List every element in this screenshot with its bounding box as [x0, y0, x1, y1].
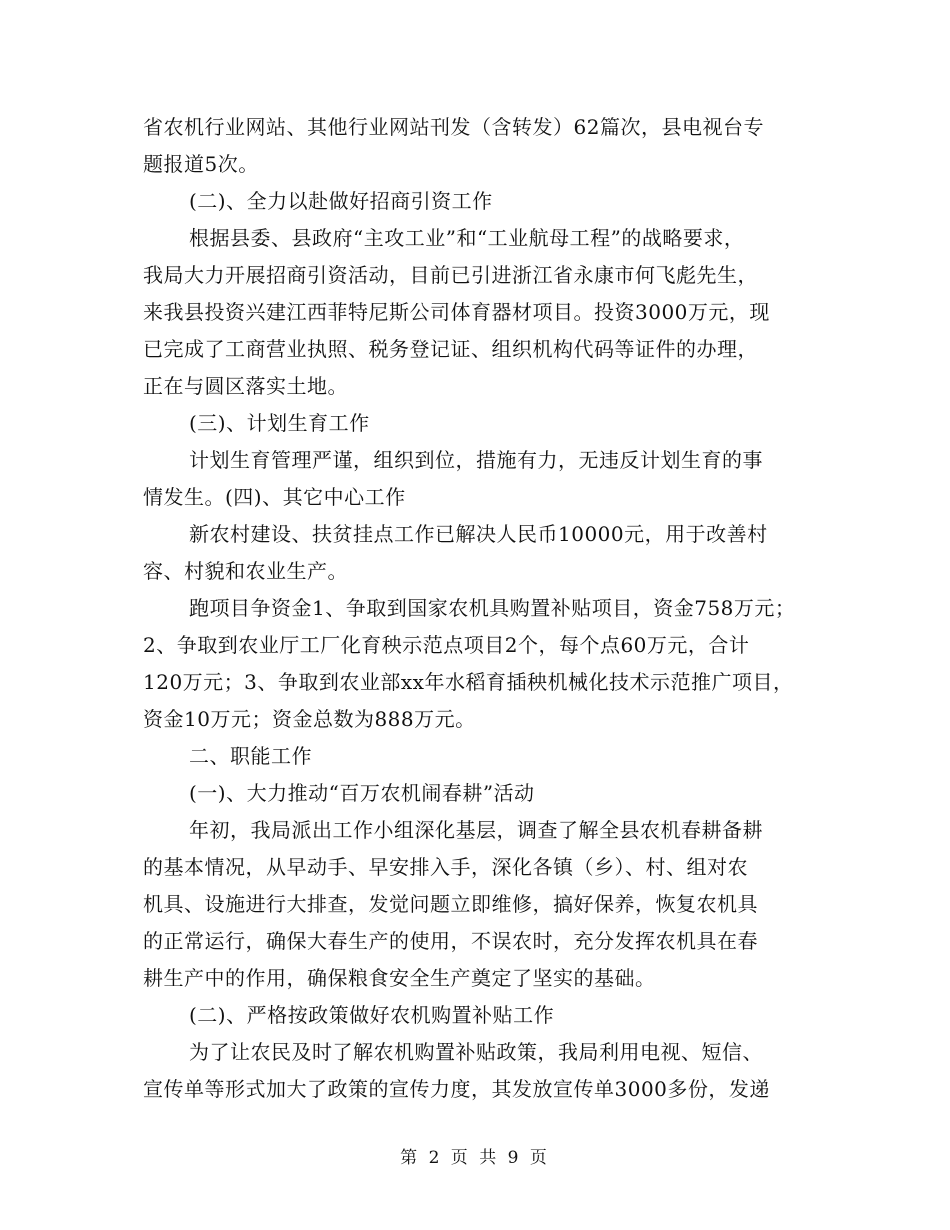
- text-line: 资金10万元；资金总数为888万元。: [143, 707, 476, 731]
- text-line: 情发生。(四)、其它中心工作: [143, 485, 406, 509]
- text-line: 已完成了工商营业执照、税务登记证、组织机构代码等证件的办理，: [143, 337, 758, 361]
- section-heading: (三)、计划生育工作: [189, 411, 370, 435]
- text-line: 的基本情况，从早动手、早安排入手，深化各镇（乡）、村、组对农: [143, 855, 748, 879]
- text-line: 计划生育管理严谨，组织到位，措施有力，无违反计划生育的事: [189, 448, 763, 472]
- section-heading: 二、职能工作: [189, 744, 312, 768]
- section-heading: (二)、严格按政策做好农机购置补贴工作: [189, 1003, 555, 1027]
- page-number: 第 2 页 共 9 页: [400, 1148, 550, 1168]
- text-line: 来我县投资兴建江西菲特尼斯公司体育器材项目。投资3000万元，现: [143, 300, 770, 324]
- text-line: 年初，我局派出工作小组深化基层，调查了解全县农机春耕备耕: [189, 818, 763, 842]
- text-line: 跑项目争资金1、争取到国家农机具购置补贴项目，资金758万元；: [189, 596, 796, 620]
- text-line: 耕生产中的作用，确保粮食安全生产奠定了坚实的基础。: [143, 966, 656, 990]
- text-line: 题报道5次。: [143, 152, 259, 176]
- text-line: 120万元；3、争取到农业部xx年水稻育插秧机械化技术示范推广项目，: [143, 670, 794, 694]
- section-heading: (一)、大力推动“百万农机闹春耕”活动: [189, 781, 535, 805]
- text-line: 省农机行业网站、其他行业网站刊发（含转发）62篇次，县电视台专: [143, 115, 764, 139]
- text-line: 为了让农民及时了解农机购置补贴政策，我局利用电视、短信、: [189, 1040, 763, 1064]
- text-line: 的正常运行，确保大春生产的使用，不误农时，充分发挥农机具在春: [143, 929, 758, 953]
- text-line: 宣传单等形式加大了政策的宣传力度，其发放宣传单3000多份，发递: [143, 1077, 770, 1101]
- section-heading: (二)、全力以赴做好招商引资工作: [189, 189, 493, 213]
- text-line: 机具、设施进行大排查，发觉问题立即维修，搞好保养，恢复农机具: [143, 892, 758, 916]
- text-line: 新农村建设、扶贫挂点工作已解决人民币10000元，用于改善村: [189, 522, 768, 546]
- text-line: 根据县委、县政府“主攻工业”和“工业航母工程”的战略要求，: [189, 226, 745, 250]
- text-line: 我局大力开展招商引资活动，目前已引进浙江省永康市何飞彪先生，: [143, 263, 758, 287]
- text-line: 2、争取到农业厅工厂化育秧示范点项目2个，每个点60万元，合计: [143, 633, 750, 657]
- text-line: 容、村貌和农业生产。: [143, 559, 348, 583]
- text-line: 正在与圆区落实土地。: [143, 374, 348, 398]
